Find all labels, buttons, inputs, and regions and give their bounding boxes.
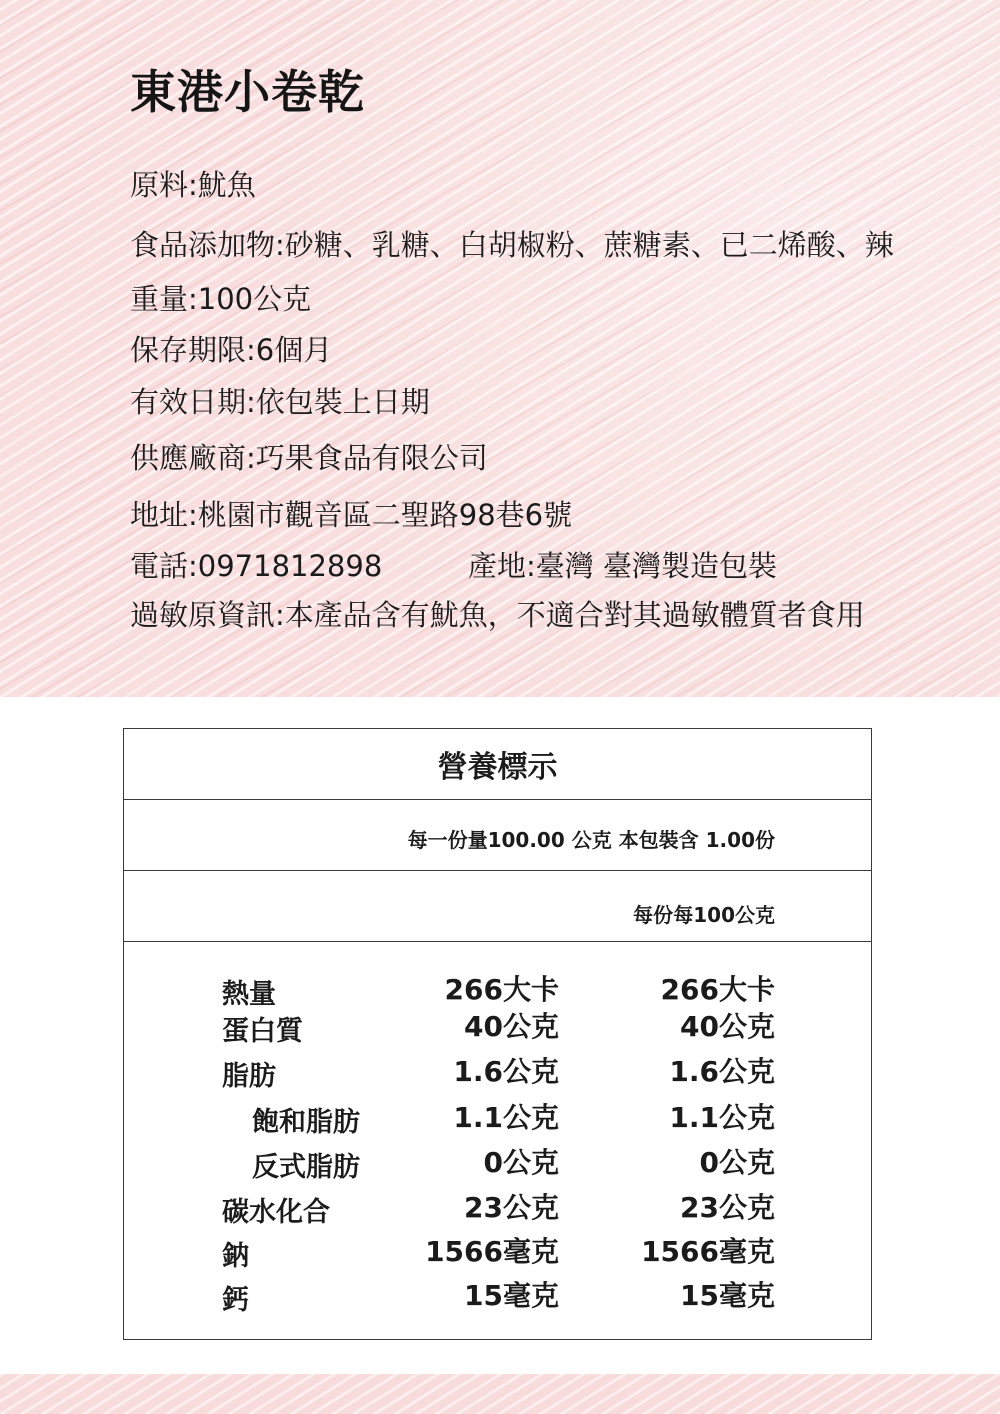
nutrition-header: 營養標示 [124, 729, 871, 800]
nutrient-per-100g: 23公克 [680, 1191, 775, 1224]
allergen-line: 過敏原資訊:本產品含有魷魚，不適合對其過敏體質者食用 [130, 598, 865, 632]
col-per-serving: 每份 [633, 903, 673, 927]
nutrient-per-100g: 1.1公克 [669, 1101, 775, 1134]
nutrient-per-serving: 15毫克 [464, 1279, 559, 1312]
nutrient-label: 熱量 [222, 979, 276, 1010]
nutrient-per-100g: 40公克 [680, 1010, 775, 1043]
info-section [0, 0, 1000, 697]
weight-line: 重量:100公克 [130, 282, 312, 316]
nutrient-per-serving: 266大卡 [444, 973, 559, 1006]
nutrient-per-100g: 1566毫克 [641, 1235, 775, 1268]
col-per-100g: 每100公克 [673, 903, 775, 927]
nutrient-per-100g: 0公克 [699, 1146, 775, 1179]
nutrient-row-fat [124, 1054, 871, 1094]
serving-text: 每一份量100.00 公克 本包裝含 1.00份 [407, 828, 775, 852]
origin-text: 產地:臺灣 臺灣製造包裝 [468, 549, 777, 583]
shelf-life-line: 保存期限:6個月 [130, 333, 333, 367]
nutrient-per-100g: 1.6公克 [669, 1055, 775, 1088]
nutrient-label: 鈣 [222, 1285, 249, 1316]
nutrient-label: 鈉 [222, 1241, 249, 1272]
address-line: 地址:桃園市觀音區二聖路98巷6號 [130, 498, 573, 532]
nutrient-per-serving: 1566毫克 [425, 1235, 559, 1268]
nutrient-row-trans-fat [124, 1145, 871, 1185]
expiry-line: 有效日期:依包裝上日期 [130, 385, 430, 419]
serving-row [124, 800, 871, 871]
nutrient-row-protein [124, 1009, 871, 1049]
bottom-decor-strip [0, 1374, 1000, 1414]
nutrient-row-calcium [124, 1278, 871, 1318]
nutrient-per-serving: 1.6公克 [453, 1055, 559, 1088]
nutrient-label: 蛋白質 [222, 1016, 303, 1047]
nutrient-per-serving: 1.1公克 [453, 1101, 559, 1134]
nutrient-per-100g: 266大卡 [660, 973, 775, 1006]
nutrition-panel [123, 728, 872, 1340]
nutrient-row-sodium [124, 1234, 871, 1274]
nutrient-row-saturated-fat [124, 1100, 871, 1140]
supplier-line: 供應廠商:巧果食品有限公司 [130, 441, 488, 475]
nutrient-label: 脂肪 [222, 1061, 276, 1092]
nutrient-per-100g: 15毫克 [680, 1279, 775, 1312]
phone-origin-line [130, 546, 777, 586]
nutrient-row-carbohydrate [124, 1190, 871, 1230]
nutrient-label: 碳水化合 [222, 1197, 330, 1228]
ingredients-line: 原料:魷魚 [130, 168, 256, 202]
nutrient-label: 飽和脂肪 [252, 1107, 360, 1138]
additives-line: 食品添加物:砂糖、乳糖、白胡椒粉、蔗糖素、已二烯酸、辣 [130, 228, 894, 262]
nutrient-label: 反式脂肪 [252, 1152, 360, 1183]
column-header-row [124, 871, 871, 942]
nutrient-per-serving: 40公克 [464, 1010, 559, 1043]
nutrient-per-serving: 0公克 [483, 1146, 559, 1179]
product-title: 東港小卷乾 [130, 65, 365, 119]
phone-text: 電話:0971812898 [130, 549, 383, 583]
nutrient-per-serving: 23公克 [464, 1191, 559, 1224]
